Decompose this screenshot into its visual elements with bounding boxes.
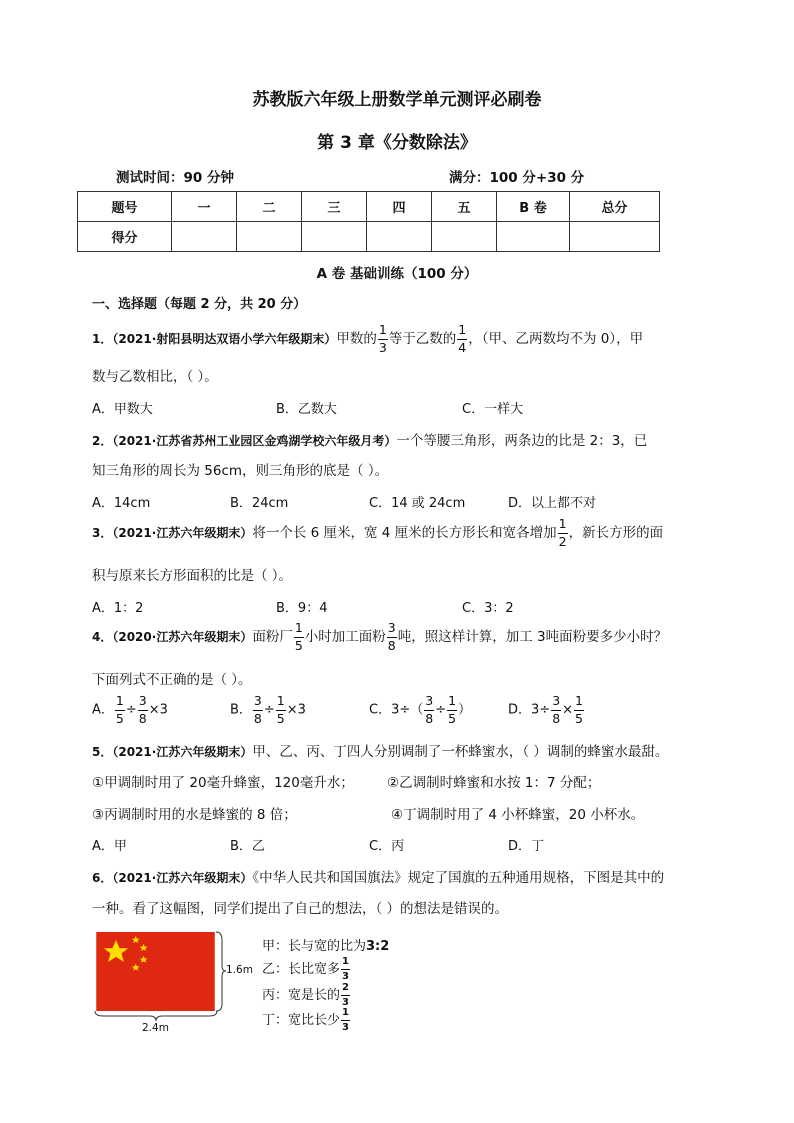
opinion-yi: 乙：长比宽多 $\frac{1}{3}$ bbox=[262, 956, 349, 982]
question-source: （2021·江苏六年级期末） bbox=[112, 871, 253, 885]
option-a[interactable]: A．1：2 bbox=[92, 601, 144, 616]
question-number: 4． bbox=[92, 630, 113, 644]
chapter-title: 第 3 章《分数除法》 bbox=[317, 133, 477, 153]
question-number: 3． bbox=[92, 526, 113, 540]
condition-2: ②乙调制时蜂蜜和水按 1：7 分配； bbox=[387, 775, 601, 791]
test-time: 测试时间：90 分钟 bbox=[116, 170, 234, 186]
option-c[interactable]: C．3：2 bbox=[462, 601, 514, 616]
question-text: 一个等腰三角形，两条边的比是 2：3，已 bbox=[396, 433, 648, 449]
question-text: 面粉厂 bbox=[252, 629, 293, 645]
score-table-score-row bbox=[78, 222, 660, 252]
document-title: 苏教版六年级上册数学单元测评必刷卷 bbox=[252, 90, 542, 110]
header-cell: 总分 bbox=[570, 192, 660, 222]
header-cell: 五 bbox=[432, 192, 497, 222]
question-source: （2021·江苏六年级期末） bbox=[112, 745, 253, 759]
question-source: （2020·江苏六年级期末） bbox=[112, 630, 253, 644]
question-3-line-1 bbox=[92, 518, 663, 548]
question-text: 小时加工面粉 bbox=[304, 629, 386, 645]
opinion-bing: 丙：宽是长的 $\frac{2}{3}$ bbox=[262, 982, 349, 1008]
question-text: 甲数的 bbox=[336, 331, 377, 347]
question-text: ，（甲、乙两数均不为 0），甲 bbox=[468, 331, 644, 347]
section-a-title: A 卷 基础训练（100 分） bbox=[316, 266, 478, 282]
score-table-header-row bbox=[78, 192, 660, 222]
option-b[interactable]: B．9：4 bbox=[276, 601, 328, 616]
question-1-line-2: 数与乙数相比，（ ）。 bbox=[92, 369, 218, 385]
question-number: 1． bbox=[92, 332, 113, 346]
question-5-line-1 bbox=[92, 740, 668, 760]
score-table bbox=[77, 191, 660, 252]
score-cell[interactable] bbox=[172, 222, 237, 252]
section-1-title: 一、选择题（每题 2 分，共 20 分） bbox=[92, 297, 307, 312]
question-6-line-1 bbox=[92, 866, 664, 886]
option-c[interactable]: C．一样大 bbox=[462, 402, 524, 417]
option-c[interactable]: C．丙 bbox=[369, 839, 405, 854]
header-cell: 三 bbox=[302, 192, 367, 222]
condition-3: ③丙调制时用的水是蜂蜜的 8 倍； bbox=[92, 807, 297, 823]
question-source: （2021·江苏省苏州工业园区金鸡湖学校六年级月考） bbox=[112, 434, 397, 448]
question-4-line-1 bbox=[92, 622, 667, 652]
header-cell: 二 bbox=[237, 192, 302, 222]
question-2-line-1 bbox=[92, 429, 647, 449]
opinion-jia: 甲：长与宽的比为3:2 bbox=[262, 939, 390, 954]
option-a[interactable]: A． $\frac{1}{5}$ ÷ $\frac{3}{8}$ ×3 bbox=[92, 693, 168, 726]
full-score: 满分：100 分+30 分 bbox=[449, 170, 585, 186]
fraction: $\frac{1}{2}$ bbox=[558, 516, 567, 549]
question-text: ，新长方形的面 bbox=[568, 525, 664, 541]
header-cell: 一 bbox=[172, 192, 237, 222]
row-label: 得分 bbox=[78, 222, 172, 252]
option-d[interactable]: D．以上都不对 bbox=[508, 496, 597, 511]
china-flag-image bbox=[95, 932, 216, 1011]
opinion-ding: 丁：宽比长少 $\frac{1}{3}$ bbox=[262, 1007, 349, 1033]
flag-width-label: 2.4m bbox=[142, 1022, 169, 1034]
option-a[interactable]: A．甲数大 bbox=[92, 402, 153, 417]
condition-4: ④丁调制时用了 4 小杯蜂蜜，20 小杯水。 bbox=[391, 807, 645, 823]
option-a[interactable]: A．14cm bbox=[92, 496, 151, 511]
header-cell: B 卷 bbox=[497, 192, 570, 222]
score-cell[interactable] bbox=[367, 222, 432, 252]
header-cell: 四 bbox=[367, 192, 432, 222]
option-c[interactable]: C．3÷（ $\frac{3}{8}$ ÷ $\frac{1}{5}$ ） bbox=[369, 693, 472, 726]
option-c[interactable]: C．14 或 24cm bbox=[369, 496, 466, 511]
question-2-line-2: 知三角形的周长为 56cm，则三角形的底是（ ）。 bbox=[92, 463, 389, 479]
score-cell[interactable] bbox=[570, 222, 660, 252]
question-6-line-2: 一种。看了这幅图，同学们提出了自己的想法，（ ）的想法是错误的。 bbox=[92, 901, 509, 917]
question-3-line-2: 积与原来长方形面积的比是（ ）。 bbox=[92, 568, 293, 584]
fraction: $\frac{1}{3}$ bbox=[378, 322, 387, 355]
question-text: 吨，照这样计算，加工 3吨面粉要多少小时？ bbox=[397, 629, 668, 645]
question-4-line-2: 下面列式不正确的是（ ）。 bbox=[92, 672, 252, 688]
question-text: 将一个长 6 厘米，宽 4 厘米的长方形长和宽各增加 bbox=[252, 525, 557, 541]
option-b[interactable]: B．24cm bbox=[230, 496, 289, 511]
option-a[interactable]: A．甲 bbox=[92, 839, 127, 854]
score-cell[interactable] bbox=[432, 222, 497, 252]
header-cell: 题号 bbox=[78, 192, 172, 222]
option-b[interactable]: B． $\frac{3}{8}$ ÷ $\frac{1}{5}$ ×3 bbox=[230, 693, 306, 726]
question-1-line-1 bbox=[92, 324, 643, 354]
option-b[interactable]: B．乙数大 bbox=[276, 402, 337, 417]
option-b[interactable]: B．乙 bbox=[230, 839, 265, 854]
score-cell[interactable] bbox=[302, 222, 367, 252]
option-d[interactable]: D．3÷ $\frac{3}{8}$ × $\frac{1}{5}$ bbox=[508, 693, 583, 726]
option-d[interactable]: D．丁 bbox=[508, 839, 545, 854]
question-text: 《中华人民共和国国旗法》规定了国旗的五种通用规格，下图是其中的 bbox=[252, 870, 665, 886]
question-source: （2021·射阳县明达双语小学六年级期末） bbox=[112, 332, 337, 346]
question-number: 6． bbox=[92, 871, 113, 885]
condition-1: ①甲调制时用了 20毫升蜂蜜，120毫升水； bbox=[92, 775, 354, 791]
question-source: （2021·江苏六年级期末） bbox=[112, 526, 253, 540]
score-cell[interactable] bbox=[497, 222, 570, 252]
question-text: 甲、乙、丙、丁四人分别调制了一杯蜂蜜水，（ ）调制的蜂蜜水最甜。 bbox=[252, 744, 669, 760]
question-text: 等于乙数的 bbox=[388, 331, 457, 347]
fraction: $\frac{3}{8}$ bbox=[387, 620, 396, 653]
question-number: 2． bbox=[92, 434, 113, 448]
question-number: 5． bbox=[92, 745, 113, 759]
fraction: $\frac{1}{5}$ bbox=[294, 620, 303, 653]
flag-height-label: 1.6m bbox=[226, 964, 253, 976]
fraction: $\frac{1}{4}$ bbox=[458, 322, 467, 355]
score-cell[interactable] bbox=[237, 222, 302, 252]
